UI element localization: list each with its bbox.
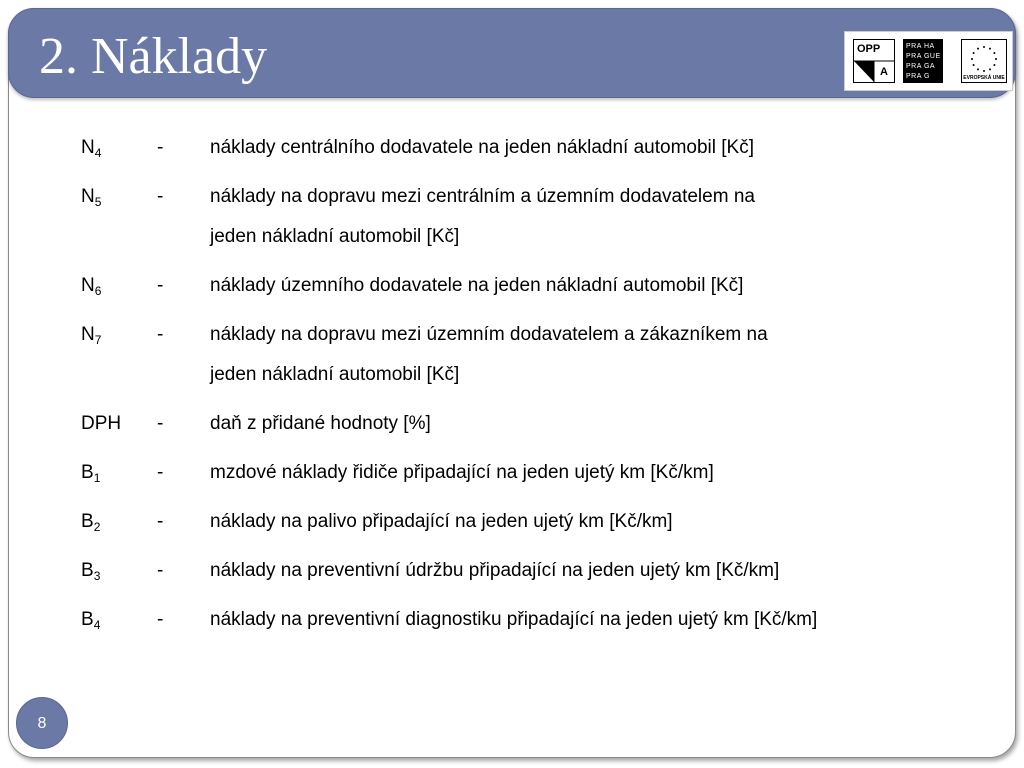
- description: náklady na dopravu mezi centrálním a územním dodavatelem na jeden nákladní automobil [Kč]: [210, 186, 755, 247]
- logo-strip: [844, 31, 1013, 91]
- symbol: $B_1$: [81, 462, 101, 485]
- praha-line: PRA GUE: [906, 53, 941, 60]
- dash: -: [157, 511, 164, 532]
- symbol: $B_3$: [81, 560, 101, 583]
- description: náklady na preventivní diagnostiku připadající na jeden ujetý km [Kč/km]: [210, 609, 818, 630]
- dash: -: [157, 560, 164, 581]
- definition-row-b1: [81, 453, 981, 502]
- definition-row-b4: [81, 600, 981, 649]
- dash: -: [157, 609, 164, 630]
- definition-row-dph: [81, 404, 981, 453]
- definition-row-n5: [81, 177, 981, 266]
- symbol: $N_7$: [81, 324, 102, 347]
- description: náklady na dopravu mezi územním dodavatelem a zákazníkem na jeden nákladní automobil [Kč]: [210, 324, 768, 385]
- page-number-badge: 8: [16, 697, 68, 749]
- definition-row-b3: [81, 551, 981, 600]
- oppa-logo: [853, 39, 895, 83]
- description: daň z přidané hodnoty [%]: [210, 413, 431, 434]
- dash: -: [157, 275, 164, 296]
- symbol: $N_4$: [81, 137, 102, 160]
- description: náklady na preventivní údržbu připadající na jeden ujetý km [Kč/km]: [210, 560, 780, 581]
- praha-line: PRA G: [906, 73, 930, 80]
- eu-label: EVROPSKÁ UNIE: [963, 75, 1005, 81]
- praha-logo: [903, 39, 943, 83]
- oppa-bottom-text: A: [880, 66, 888, 78]
- dash: -: [157, 413, 164, 434]
- symbol: $N_6$: [81, 275, 102, 298]
- eu-stars-icon: [962, 41, 1006, 75]
- description: mzdové náklady řidiče připadající na jeden ujetý km [Kč/km]: [210, 462, 714, 483]
- dash: -: [157, 137, 164, 158]
- definition-list: [81, 128, 981, 649]
- eu-logo: [961, 39, 1007, 83]
- dash: -: [157, 186, 164, 207]
- symbol: $N_5$: [81, 186, 102, 209]
- definition-row-n6: [81, 266, 981, 315]
- description: náklady centrálního dodavatele na jeden nákladní automobil [Kč]: [210, 137, 754, 158]
- symbol: $B_4$: [81, 609, 101, 632]
- definition-row-b2: [81, 502, 981, 551]
- dash: -: [157, 324, 164, 345]
- symbol: DPH: [81, 413, 122, 434]
- description: náklady územního dodavatele na jeden nákladní automobil [Kč]: [210, 275, 744, 296]
- definition-row-n4: [81, 128, 981, 177]
- symbol: $B_2$: [81, 511, 101, 534]
- description: náklady na palivo připadající na jeden ujetý km [Kč/km]: [210, 511, 673, 532]
- praha-line: PRA HA: [906, 43, 935, 50]
- slide-title: 2. Náklady: [39, 28, 268, 85]
- title-bar: [8, 8, 1016, 98]
- dash: -: [157, 462, 164, 483]
- praha-line: PRA GA: [906, 63, 936, 70]
- oppa-top-text: OPP: [857, 43, 881, 55]
- definition-row-n7: [81, 315, 981, 404]
